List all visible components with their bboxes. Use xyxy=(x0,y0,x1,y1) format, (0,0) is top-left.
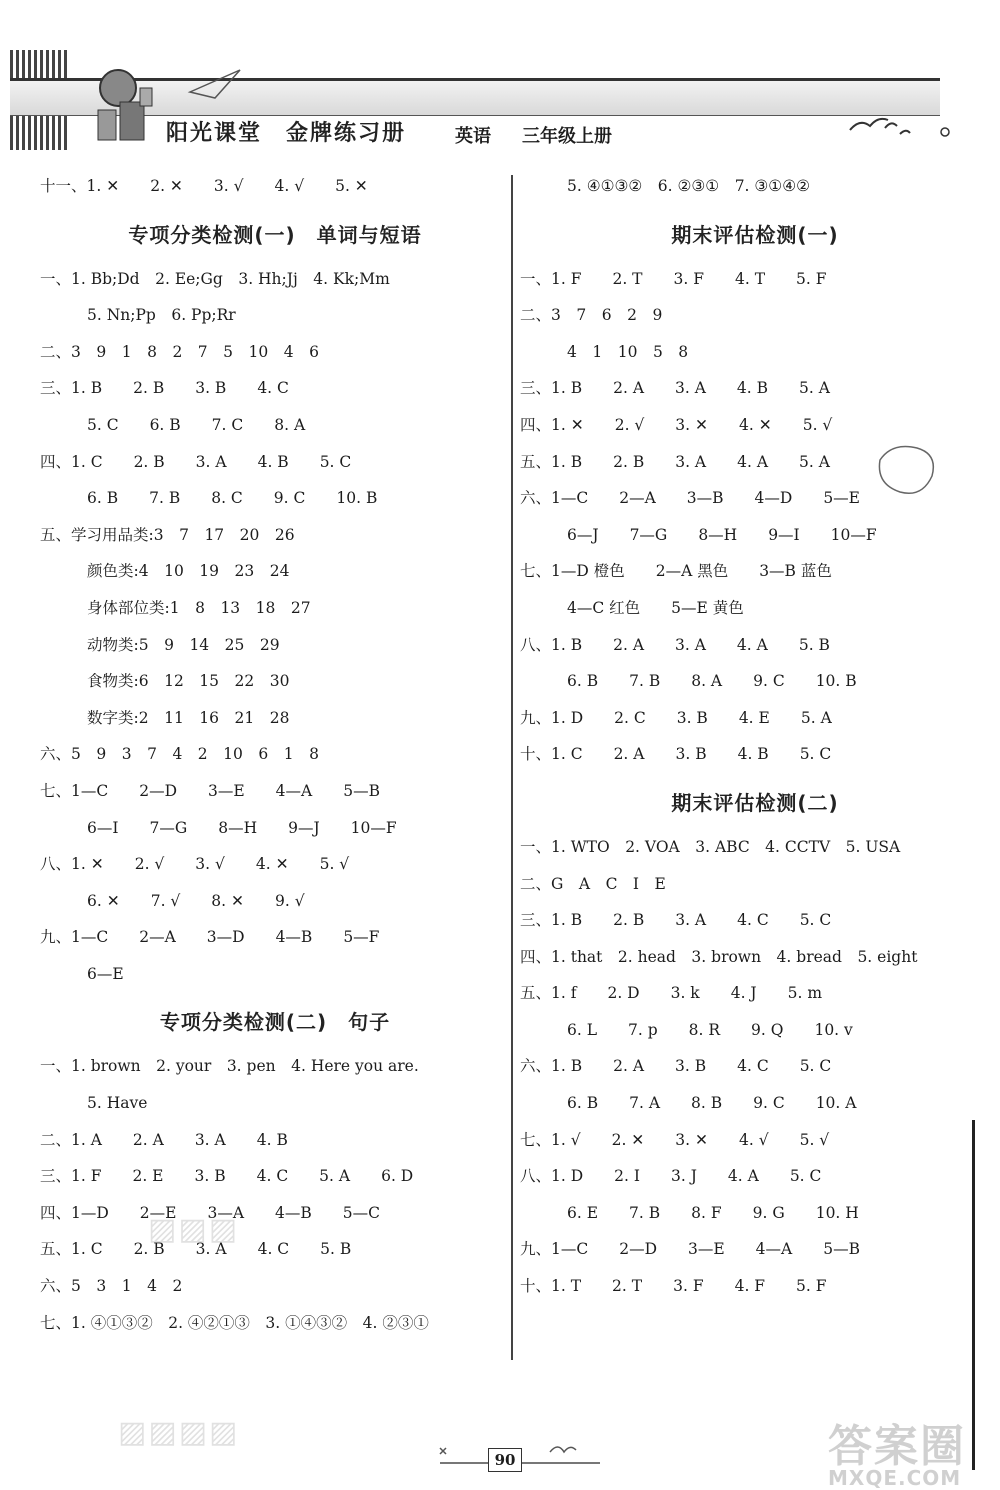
answer-line: 四、1. that 2. head 3. brown 4. bread 5. eight xyxy=(520,947,918,966)
answer-line: 一、1. F 2. T 3. F 4. T 5. F xyxy=(520,269,827,288)
answer-line: 颜色类:4 10 19 23 24 xyxy=(87,562,290,581)
answer-line: 九、1. D 2. C 3. B 4. E 5. A xyxy=(520,708,832,727)
answer-line: 6. ✕ 7. √ 8. ✕ 9. √ xyxy=(87,891,305,910)
answer-line: 七、1. √ 2. ✕ 3. ✕ 4. √ 5. √ xyxy=(520,1130,830,1149)
answer-line: 一、1. Bb;Dd 2. Ee;Gg 3. Hh;Jj 4. Kk;Mm xyxy=(40,269,390,288)
answer-line: 四、1—D 2—E 3—A 4—B 5—C xyxy=(40,1203,380,1222)
column-divider xyxy=(511,175,513,1360)
watermark-url: MXQE.COM xyxy=(828,1466,962,1490)
series-title: 阳光课堂 金牌练习册 xyxy=(166,120,407,146)
answer-line: 5. ④①③② 6. ②③① 7. ③①④② xyxy=(567,177,810,195)
answer-line: 十一、1. ✕ 2. ✕ 3. √ 4. √ 5. ✕ xyxy=(40,177,368,195)
right-answer-column xyxy=(520,168,990,1305)
answer-line: 三、1. F 2. E 3. B 4. C 5. A 6. D xyxy=(40,1167,414,1186)
answer-line: 三、1. B 2. B 3. B 4. C xyxy=(40,379,289,398)
faint-stamp-mark-lower: ▨▨▨▨ xyxy=(118,1415,240,1450)
birds-icon xyxy=(840,100,960,150)
answer-line: 三、1. B 2. B 3. A 4. C 5. C xyxy=(520,911,832,930)
globe-logo-icon xyxy=(90,58,160,148)
answer-line: 五、1. B 2. B 3. A 4. A 5. A xyxy=(520,452,830,471)
subject-label: 英语 xyxy=(455,126,491,147)
answer-line: 二、3 9 1 8 2 7 5 10 4 6 xyxy=(40,342,319,361)
answer-line: 八、1. ✕ 2. √ 3. √ 4. ✕ 5. √ xyxy=(40,855,350,874)
section-title: 专项分类检测(二) 句子 xyxy=(159,1010,391,1035)
section-title: 专项分类检测(一) 单词与短语 xyxy=(128,222,422,247)
answer-line: 6. B 7. A 8. B 9. C 10. A xyxy=(567,1094,857,1113)
answer-line: 6. E 7. B 8. F 9. G 10. H xyxy=(567,1203,859,1222)
answer-line: 二、3 7 6 2 9 xyxy=(520,306,663,325)
answer-line: 6. B 7. B 8. C 9. C 10. B xyxy=(87,489,378,508)
answer-line: 二、G A C I E xyxy=(520,874,666,893)
answer-line: 身体部位类:1 8 13 18 27 xyxy=(87,598,311,617)
answer-line: 4—C 红色 5—E 黄色 xyxy=(567,598,744,617)
faint-stamp-mark: ▨▨▨ xyxy=(148,1212,240,1247)
answer-line: 九、1—C 2—D 3—E 4—A 5—B xyxy=(520,1240,860,1259)
answer-line: 十、1. C 2. A 3. B 4. B 5. C xyxy=(520,745,832,764)
answer-line: 六、5 3 1 4 2 xyxy=(40,1277,183,1296)
section-title: 期末评估检测(二) xyxy=(671,790,839,815)
answer-line: 八、1. D 2. I 3. J 4. A 5. C xyxy=(520,1167,822,1186)
answer-line: 七、1—D 橙色 2—A 黑色 3—B 蓝色 xyxy=(520,562,832,581)
answer-line: 食物类:6 12 15 22 30 xyxy=(87,672,290,691)
answer-line: 十、1. T 2. T 3. F 4. F 5. F xyxy=(520,1277,827,1296)
left-answer-column xyxy=(40,168,510,1341)
answer-line: 四、1. ✕ 2. √ 3. ✕ 4. ✕ 5. √ xyxy=(520,415,833,434)
answer-line: 数字类:2 11 16 21 28 xyxy=(87,708,290,727)
answer-line: 九、1—C 2—A 3—D 4—B 5—F xyxy=(40,928,380,947)
page-edge-line xyxy=(972,1120,975,1470)
answer-line: 5. Nn;Pp 6. Pp;Rr xyxy=(87,306,236,325)
answer-line: 4 1 10 5 8 xyxy=(567,342,689,361)
answer-line: 二、1. A 2. A 3. A 4. B xyxy=(40,1130,288,1149)
answer-line: 四、1. C 2. B 3. A 4. B 5. C xyxy=(40,452,352,471)
answer-line: 六、1—C 2—A 3—B 4—D 5—E xyxy=(520,489,860,508)
answer-line: 五、1. f 2. D 3. k 4. J 5. m xyxy=(520,984,823,1003)
answer-line: 6. B 7. B 8. A 9. C 10. B xyxy=(567,672,857,691)
answer-line: 七、1—C 2—D 3—E 4—A 5—B xyxy=(40,781,380,800)
answer-line: 六、1. B 2. A 3. B 4. C 5. C xyxy=(520,1057,832,1076)
answer-line: 五、学习用品类:3 7 17 20 26 xyxy=(40,525,295,544)
answer-line: 五、1. C 2. B 3. A 4. C 5. B xyxy=(40,1240,352,1259)
page-number: 90 xyxy=(488,1448,522,1472)
answer-line: 6. L 7. p 8. R 9. Q 10. v xyxy=(567,1020,853,1039)
watermark-logo-text: 答案圈 xyxy=(828,1421,966,1472)
answer-line: 6—J 7—G 8—H 9—I 10—F xyxy=(567,525,877,544)
answer-line: 动物类:5 9 14 25 29 xyxy=(87,635,280,654)
answer-line: 一、1. brown 2. your 3. pen 4. Here you are. xyxy=(40,1057,419,1076)
section-title: 期末评估检测(一) xyxy=(671,222,839,247)
answer-line: 一、1. WTO 2. VOA 3. ABC 4. CCTV 5. USA xyxy=(520,837,901,856)
answer-line: 六、5 9 3 7 4 2 10 6 1 8 xyxy=(40,745,319,764)
grade-label: 三年级上册 xyxy=(522,126,612,147)
answer-line: 八、1. B 2. A 3. A 4. A 5. B xyxy=(520,635,830,654)
answer-line: 七、1. ④①③② 2. ④②①③ 3. ①④③② 4. ②③① xyxy=(40,1313,429,1332)
stamp-mark-icon xyxy=(872,440,942,500)
answer-line: 5. C 6. B 7. C 8. A xyxy=(87,415,306,434)
answer-line: 三、1. B 2. A 3. A 4. B 5. A xyxy=(520,379,830,398)
answer-line: 5. Have xyxy=(87,1094,148,1113)
answer-line: 6—I 7—G 8—H 9—J 10—F xyxy=(87,818,397,837)
answer-line: 6—E xyxy=(87,964,124,983)
paper-plane-icon xyxy=(185,62,245,102)
watermark xyxy=(828,1410,966,1490)
